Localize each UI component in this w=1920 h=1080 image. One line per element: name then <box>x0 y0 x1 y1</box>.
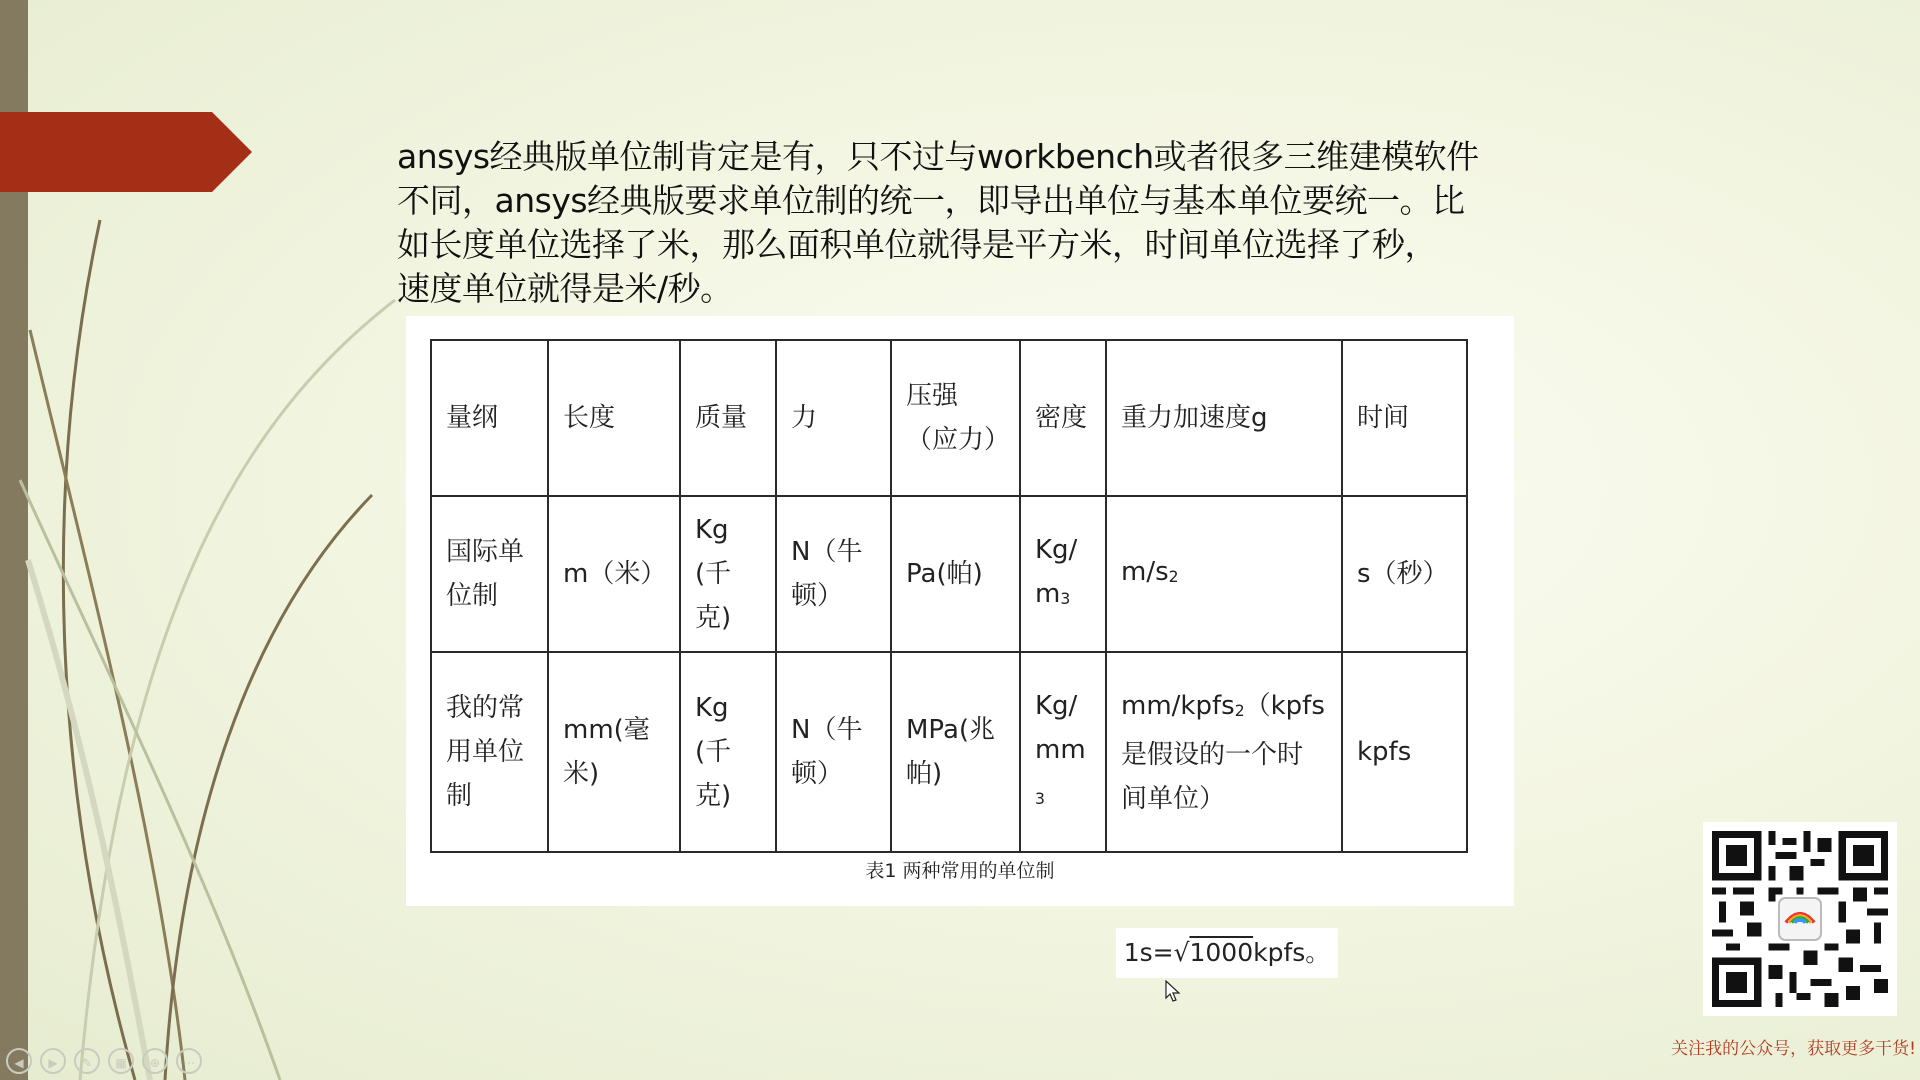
qr-code[interactable] <box>1703 822 1897 1016</box>
table-cell <box>1106 496 1342 652</box>
header-cell: 压强（应力） <box>891 340 1020 496</box>
paragraph-line: 不同，ansys经典版要求单位制的统一，即导出单位与基本单位要统一。比 <box>397 181 1465 220</box>
nav-pen-icon[interactable]: ✎ <box>74 1048 100 1074</box>
nav-more-icon[interactable]: ⋯ <box>176 1048 202 1074</box>
qr-code-pattern <box>1712 831 1888 1007</box>
table-cell: 国际单位制 <box>431 496 548 652</box>
exponent: 3 <box>1035 789 1045 808</box>
table-cell: N（牛顿） <box>776 652 891 852</box>
formula-rhs: kpfs。 <box>1253 938 1331 967</box>
paragraph-line: 速度单位就得是米/秒。 <box>397 269 733 308</box>
intro-paragraph <box>397 135 1597 311</box>
table-row-si <box>431 496 1467 652</box>
table-cell: kpfs <box>1342 652 1467 852</box>
nav-slides-icon[interactable]: ▦ <box>108 1048 134 1074</box>
table-cell <box>1020 652 1106 852</box>
gravity-unit: mm/kpfs <box>1121 690 1235 721</box>
formula-radicand: 1000 <box>1189 938 1254 967</box>
gravity-note: （kpfs是假设的一个时间单位） <box>1121 690 1325 814</box>
table-caption: 表1 两种常用的单位制 <box>865 860 1055 882</box>
exponent: 2 <box>1234 701 1245 720</box>
table-header-row <box>431 340 1467 496</box>
table-row-mine <box>431 652 1467 852</box>
nav-prev-icon[interactable]: ◀ <box>6 1048 32 1074</box>
unit-system-table-card <box>406 316 1514 906</box>
table-cell: MPa(兆帕) <box>891 652 1020 852</box>
header-cell: 时间 <box>1342 340 1467 496</box>
table-cell <box>1020 496 1106 652</box>
nav-next-icon[interactable]: ▶ <box>40 1048 66 1074</box>
table-cell: 我的常用单位制 <box>431 652 548 852</box>
time-conversion-formula <box>1116 928 1338 978</box>
table-cell: s（秒） <box>1342 496 1467 652</box>
header-cell: 密度 <box>1020 340 1106 496</box>
table-cell: Pa(帕) <box>891 496 1020 652</box>
formula-lhs: 1s=√ <box>1123 938 1190 967</box>
density-unit: Kg/mm <box>1035 690 1086 765</box>
header-cell: 质量 <box>680 340 776 496</box>
header-cell: 重力加速度g <box>1106 340 1342 496</box>
exponent: 3 <box>1060 589 1071 608</box>
nav-zoom-icon[interactable]: ⊕ <box>142 1048 168 1074</box>
table-cell <box>1106 652 1342 852</box>
exponent: 2 <box>1168 567 1179 586</box>
table-cell: Kg(千克) <box>680 652 776 852</box>
cursor-icon <box>1165 980 1181 1004</box>
table-cell: m（米） <box>548 496 680 652</box>
paragraph-line: 如长度单位选择了米，那么面积单位就得是平方米，时间单位选择了秒， <box>397 225 1437 264</box>
slideshow-nav <box>6 1048 202 1074</box>
gravity-unit: m/s <box>1121 556 1169 587</box>
unit-system-table <box>430 339 1468 853</box>
table-cell: Kg(千克) <box>680 496 776 652</box>
table-cell: mm(毫米) <box>548 652 680 852</box>
header-cell: 长度 <box>548 340 680 496</box>
follow-prompt: 关注我的公众号，获取更多干货! <box>1671 1039 1916 1059</box>
table-cell: N（牛顿） <box>776 496 891 652</box>
title-accent-arrow <box>0 112 252 192</box>
density-unit: Kg/m <box>1035 534 1078 609</box>
paragraph-line: ansys经典版单位制肯定是有，只不过与workbench或者很多三维建模软件 <box>397 137 1479 176</box>
header-cell: 量纲 <box>431 340 548 496</box>
header-cell: 力 <box>776 340 891 496</box>
